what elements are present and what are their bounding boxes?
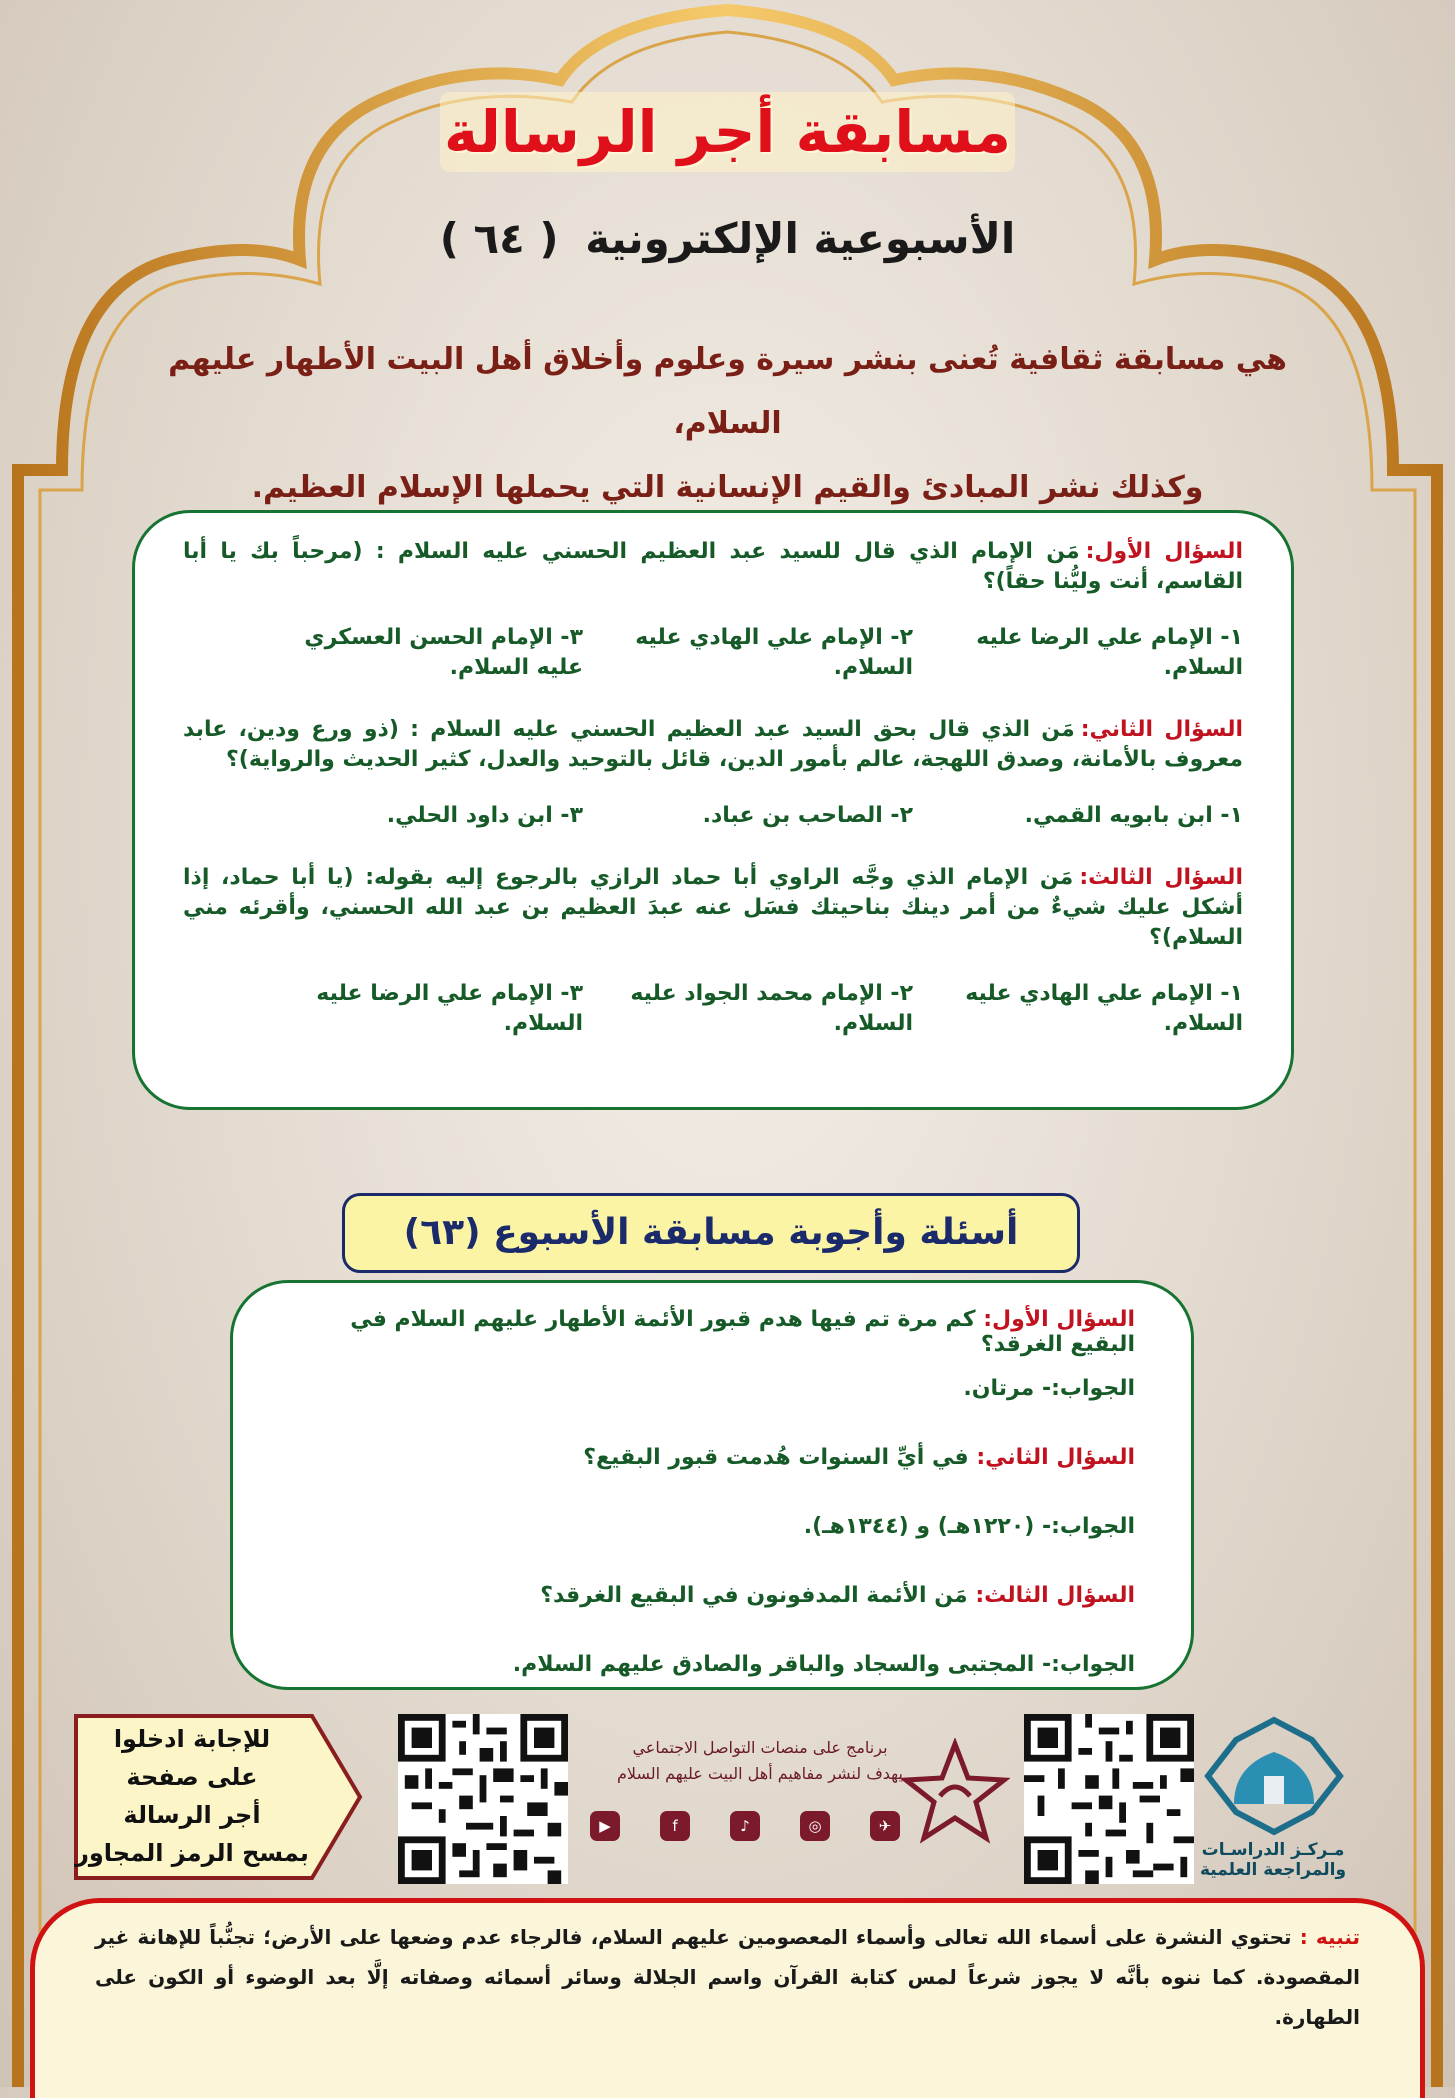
program-description [590, 1735, 930, 1787]
previous-item [289, 1307, 1135, 1376]
instagram-icon[interactable]: ◎ [800, 1811, 830, 1841]
previous-item [289, 1514, 1135, 1583]
previous-item [289, 1583, 1135, 1652]
item-label: السؤال الأول: [983, 1307, 1135, 1332]
item-text: الجواب:- مرتان. [963, 1376, 1135, 1401]
previous-item [289, 1445, 1135, 1514]
qr-note-line: على صفحة [126, 1763, 258, 1791]
answer-option[interactable]: ٢- الإمام علي الهادي عليه السلام. [635, 625, 913, 680]
question-1 [183, 537, 1243, 683]
center-name-line-2: والمراجعة العلمية [1199, 1860, 1347, 1880]
previous-item [289, 1652, 1135, 1721]
answer-option[interactable]: ٢- الصاحب بن عباد. [702, 803, 913, 828]
qr-note-line: بمسح الرمز المجاور [75, 1839, 309, 1867]
qr-instruction [72, 1712, 364, 1882]
center-name [1198, 1840, 1348, 1880]
answer-option[interactable]: ٢- الإمام محمد الجواد عليه السلام. [630, 981, 913, 1036]
item-text: في أيِّ السنوات هُدمت قبور البقيع؟ [583, 1445, 969, 1470]
tiktok-icon[interactable]: ♪ [730, 1811, 760, 1841]
question-3 [183, 863, 1243, 1039]
facebook-icon[interactable]: f [660, 1811, 690, 1841]
question-label: السؤال الأول: [1085, 539, 1243, 564]
subtitle-text: الأسبوعية الإلكترونية [585, 214, 1016, 263]
program-line-1: برنامج على منصات التواصل الاجتماعي [632, 1738, 888, 1757]
answer-option[interactable]: ٣- الإمام علي الرضا عليه السلام. [316, 981, 583, 1036]
item-text: الجواب:- (١٢٢٠هـ) و (١٣٤٤هـ). [803, 1514, 1135, 1539]
answer-option[interactable]: ١- الإمام علي الرضا عليه السلام. [976, 625, 1243, 680]
warning-label: تنبيه : [1299, 1925, 1361, 1949]
program-logo-icon [900, 1738, 1010, 1848]
page-subtitle [0, 214, 1455, 263]
qr-code-center[interactable] [1024, 1714, 1194, 1884]
item-text: الجواب:- المجتبى والسجاد والباقر والصادق عليهم السلام. [512, 1652, 1135, 1677]
item-text: مَن الأئمة المدفونون في البقيع الغرقد؟ [540, 1583, 968, 1608]
question-label: السؤال الثالث: [1079, 865, 1243, 890]
intro-line-2: وكذلك نشر المبادئ والقيم الإنسانية التي يحملها الإسلام العظيم. [251, 470, 1204, 505]
question-2 [183, 715, 1243, 831]
previous-item [289, 1376, 1135, 1445]
telegram-icon[interactable]: ✈ [870, 1811, 900, 1841]
questions-box [132, 510, 1294, 1110]
answer-option[interactable]: ١- الإمام علي الهادي عليه السلام. [965, 981, 1243, 1036]
item-label: السؤال الثاني: [976, 1445, 1135, 1470]
question-label: السؤال الثاني: [1080, 717, 1243, 742]
center-logo-icon [1204, 1716, 1344, 1836]
qr-note-line: أجر الرسالة [123, 1801, 261, 1829]
warning-notice [30, 1898, 1425, 2098]
answer-option[interactable]: ٣- الإمام الحسن العسكري عليه السلام. [304, 625, 583, 680]
previous-answers-box [230, 1280, 1194, 1690]
answer-option[interactable]: ١- ابن بابويه القمي. [1024, 803, 1243, 828]
question-text: مَن الإمام الذي وجَّه الراوي أبا حماد الرازي بالرجوع إليه بقوله: (يا أبا حماد، إذا أشكل عليك شيءٌ من أمر دينك بناحيتك فسَل عنه عبدَ العظيم بن عبد الله الحسني، وأقرئه مني السلام)؟ [183, 865, 1243, 950]
page-title: مسابقة أجر الرسالة [443, 98, 1012, 166]
question-text: مَن الذي قال بحق السيد عبد العظيم الحسني عليه السلام : (ذو ورع ودين، عابد معروف بالأمانة، وصدق اللهجة، عالم بأمور الدين، قائل بالتوحيد والعدل، كثير الحديث والرواية)؟ [183, 717, 1243, 772]
intro-line-1: هي مسابقة ثقافية تُعنى بنشر سيرة وعلوم وأخلاق أهل البيت الأطهار عليهم السلام، [168, 342, 1287, 441]
qr-note-line: للإجابة ادخلوا [113, 1725, 271, 1753]
issue-number: ( ٦٤ ) [439, 214, 559, 263]
item-label: السؤال الثالث: [975, 1583, 1135, 1608]
qr-code-page[interactable] [398, 1714, 568, 1884]
item-text: كم مرة تم فيها هدم قبور الأئمة الأطهار عليهم السلام في البقيع الغرقد؟ [350, 1307, 1135, 1357]
intro-paragraph [150, 328, 1305, 520]
program-line-2: يهدف لنشر مفاهيم أهل البيت عليهم السلام [616, 1764, 903, 1783]
answer-option[interactable]: ٣- ابن داود الحلي. [386, 803, 583, 828]
youtube-icon[interactable]: ▶ [590, 1811, 620, 1841]
previous-week-header: أسئلة وأجوبة مسابقة الأسبوع (٦٣) [342, 1193, 1080, 1273]
center-name-line-1: مـركـز الدراسـات [1201, 1840, 1345, 1860]
question-text: مَن الإمام الذي قال للسيد عبد العظيم الحسني عليه السلام : (مرحباً بك يا أبا القاسم، أنت وليُّنا حقاً)؟ [183, 539, 1243, 594]
warning-text: تحتوي النشرة على أسماء الله تعالى وأسماء المعصومين عليهم السلام، فالرجاء عدم وضعها على الأرض؛ تجنُّباً للإهانة غير المقصودة. كما ننوه بأنَّه لا يجوز شرعاً لمس كتابة القرآن واسم الجلالة وسائر أسمائه وصفاته إلَّا بعد الوضوء أو الكون على الطهارة. [95, 1925, 1360, 2029]
social-icons-row [590, 1811, 900, 1841]
